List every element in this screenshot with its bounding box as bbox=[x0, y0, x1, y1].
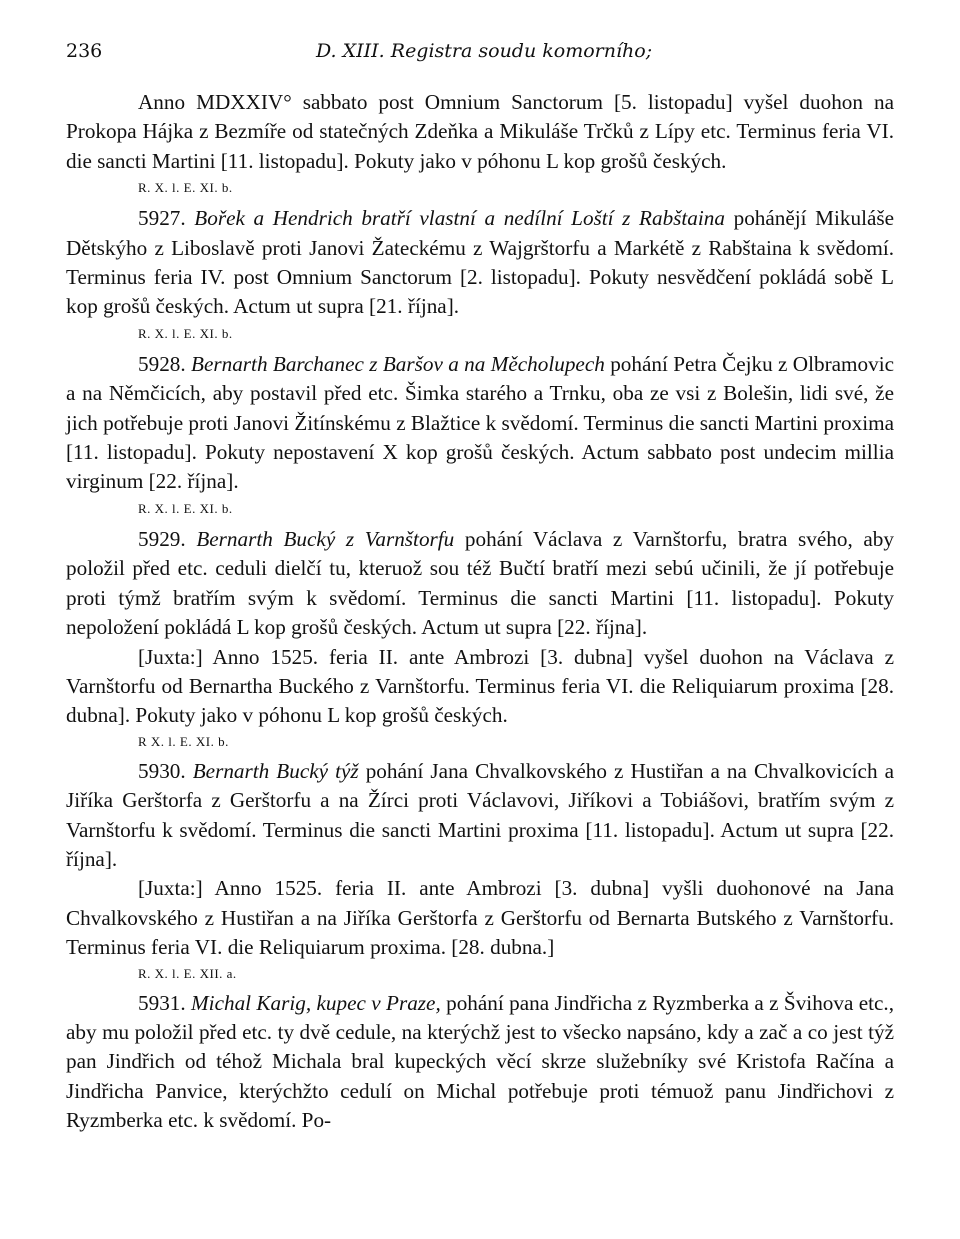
entry-parties: Bernarth Bucký z Varnštorfu bbox=[196, 526, 455, 551]
juxta-text: [Juxta:] Anno 1525. feria II. ante Ambrozi [3. dubna] vyšel duohon na Václava z Varnštorfu od Bernartha Buckého z Varnštorfu. Terminus feria VI. die Reliquiarum proxima [28. dubna]. Pokuty jako v póhonu L kop grošů českých. bbox=[66, 644, 894, 728]
entry-text: pohání Václava z Varnštorfu, bratra svého, aby položil před etc. ceduli dielčí tu, kteruož sou též Bučtí bratří mezi sebú učinili, že jí potřebuje proti týmž bratřím svým k svědomí. Terminus die sancti Martini [11. listopadu]. Pokuty nepoložení pokládá L kop grošů českých. Actum ut supra [22. října]. bbox=[66, 526, 894, 640]
entry-number: 5927. bbox=[138, 206, 186, 231]
page-number: 236 bbox=[66, 40, 103, 62]
entry-number: 5928. bbox=[138, 351, 186, 376]
register-reference: R. X. l. E. XI. b. bbox=[138, 325, 233, 341]
entry-5928 bbox=[66, 350, 894, 497]
entry-paragraph bbox=[66, 88, 894, 176]
entry-5931 bbox=[66, 989, 894, 1136]
entry-parties: Bořek a Hendrich bratří vlastní a nedílní Loští z Rabštaina bbox=[194, 206, 725, 231]
entry-text: pohání pana Jindřicha z Ryzmberka a z Švihova etc., aby mu položil před etc. ty dvě cedule, na kterýchž jest to všecko napsáno, kdy a zač a co jest týž pan Jindřich od téhož Michala bral kupeckých věcí skrze služebníky své Kristofa Račína a Jindřicha Panvice, kterýchžto cedulí on Michal potřebuje proti témuož panu Jindřichovi z Ryzmberka etc. k svědomí. Po- bbox=[66, 990, 895, 1133]
entry-5930 bbox=[66, 757, 894, 875]
entry-text: pohání Petra Čejku z Olbramovic a na Němčicích, aby postavil před etc. Šimka starého a Trnku, oba ze vsi z Bolešin, lidi své, že jich potřebuje proti Janovi Žitínskému z Blažtice k svědomí. Terminus die sancti Martini proxima [11. listopadu]. Pokuty nepostavení X kop grošů českých. Actum sabbato post undecim millia virginum [22. října]. bbox=[66, 351, 895, 494]
page-header bbox=[66, 40, 894, 72]
register-reference: R X. l. E. XI. b. bbox=[138, 733, 229, 749]
register-reference: R. X. l. E. XI. b. bbox=[138, 180, 233, 196]
entry-parties: Michal Karig, kupec v Praze, bbox=[191, 990, 441, 1015]
entry-number: 5930. bbox=[138, 758, 186, 783]
register-reference: R. X. l. E. XII. a. bbox=[138, 965, 237, 981]
entry-number: 5931. bbox=[138, 990, 186, 1015]
entry-parties: Bernarth Barchanec z Baršov a na Měcholupech bbox=[191, 351, 605, 376]
entry-text: pohání Jana Chvalkovského z Hustiřan a na Chvalkovicích a Jiříka Gerštorfa z Gerštorfu a na Žírci proti Václavovi, Jiříkovi a Tobiášovi, bratřím svým z Varnštorfu k svědomí. Terminus die sancti Martini proxima [11. listopadu]. Actum ut supra [22. října]. bbox=[66, 758, 895, 871]
entry-5929 bbox=[66, 525, 894, 643]
juxta-note bbox=[66, 643, 894, 731]
entry-5927 bbox=[66, 204, 894, 322]
running-title: D. XIII. Registra soudu komorního; bbox=[316, 40, 653, 62]
entry-number: 5929. bbox=[138, 526, 186, 551]
entry-parties: Bernarth Bucký týž bbox=[192, 758, 359, 783]
document-body bbox=[66, 88, 894, 1136]
juxta-text: [Juxta:] Anno 1525. feria II. ante Ambrozi [3. dubna] vyšli duohonové na Jana Chvalkovského z Hustiřan a na Jiříka Gerštorfa z Gerštorfu od Bernarta Butského z Varnštorfu. Terminus feria VI. die Reliquiarum proxima. [28. dubna.] bbox=[66, 876, 894, 960]
entry-text: Anno MDXXIV° sabbato post Omnium Sanctorum [5. listopadu] vyšel duohon na Prokopa Hájka z Bezmíře od statečných Zdeňka a Mikuláše Trčků z Lípy etc. Terminus feria VI. die sancti Martini [11. listopadu]. Pokuty jako v póhonu L kop grošů českých. bbox=[66, 90, 894, 173]
juxta-note bbox=[66, 874, 894, 962]
register-reference: R. X. l. E. XI. b. bbox=[138, 500, 233, 516]
entry-text: pohánějí Mikuláše Dětskýho z Liboslavě proti Janovi Žateckému z Wajgrštorfu a Markétě z Rabštaina k svědomí. Terminus feria IV. post Omnium Sanctorum [2. listopadu]. Pokuty nesvědčení pokládá sobě L kop grošů českých. Actum ut supra [21. října]. bbox=[66, 206, 895, 319]
